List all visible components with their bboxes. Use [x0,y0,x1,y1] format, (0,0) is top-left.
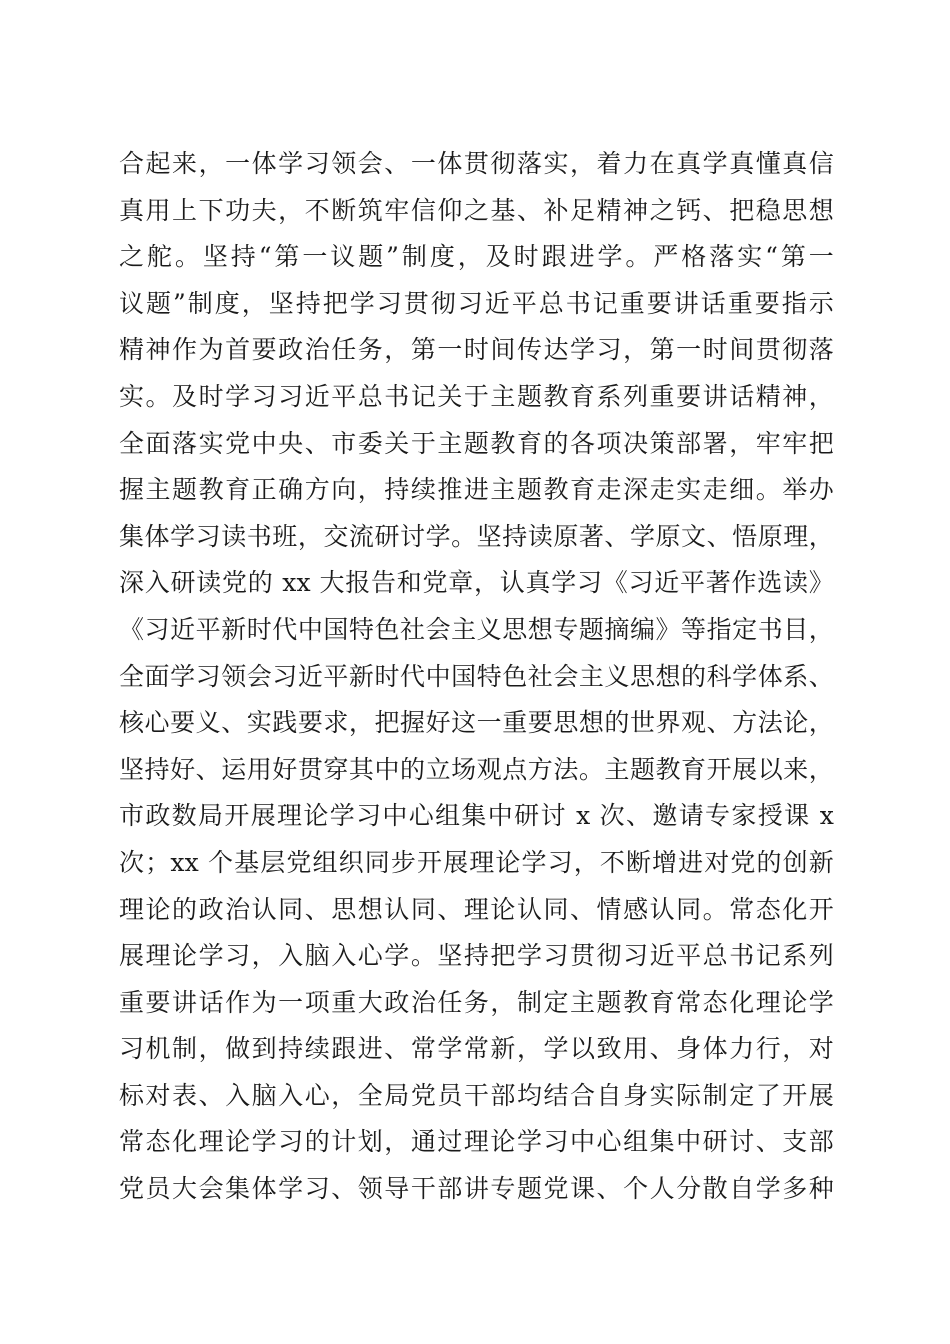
text-line-4: 议题”制度，坚持把学习贯彻习近平总书记重要讲话重要指示 [119,288,834,318]
text-line-23: 党员大会集体学习、领导干部讲专题党课、个人分散自学多种 [119,1174,834,1204]
text-line-10: 深入研读党的 xx 大报告和党章，认真学习《习近平著作选读》 [119,568,834,598]
text-line-15: 市政数局开展理论学习中心组集中研讨 x 次、邀请专家授课 x [119,801,834,831]
text-line-22: 常态化理论学习的计划，通过理论学习中心组集中研讨、支部 [119,1127,834,1157]
text-line-17: 理论的政治认同、思想认同、理论认同、情感认同。常态化开 [119,894,834,924]
text-line-14: 坚持好、运用好贯穿其中的立场观点方法。主题教育开展以来， [119,754,834,784]
text-line-11: 《习近平新时代中国特色社会主义思想专题摘编》等指定书目， [119,614,834,644]
text-line-1: 合起来，一体学习领会、一体贯彻落实，着力在真学真懂真信 [119,149,834,178]
text-line-18: 展理论学习，入脑入心学。坚持把学习贯彻习近平总书记系列 [119,941,834,971]
text-line-6: 实。及时学习习近平总书记关于主题教育系列重要讲话精神， [119,381,834,411]
text-line-19: 重要讲话作为一项重大政治任务，制定主题教育常态化理论学 [119,987,834,1017]
text-line-9: 集体学习读书班，交流研讨学。坚持读原著、学原文、悟原理， [119,521,834,551]
text-line-8: 握主题教育正确方向，持续推进主题教育走深走实走细。举办 [119,475,834,505]
text-line-20: 习机制，做到持续跟进、常学常新，学以致用、身体力行，对 [119,1034,834,1064]
text-line-7: 全面落实党中央、市委关于主题教育的各项决策部署，牢牢把 [119,428,834,458]
text-line-2: 真用上下功夫，不断筑牢信仰之基、补足精神之钙、把稳思想 [119,195,834,225]
text-line-12: 全面学习领会习近平新时代中国特色社会主义思想的科学体系、 [119,661,834,691]
text-line-3: 之舵。坚持“第一议题”制度，及时跟进学。严格落实“第一 [119,242,834,272]
text-line-5: 精神作为首要政治任务，第一时间传达学习，第一时间贯彻落 [119,335,834,365]
text-line-21: 标对表、入脑入心，全局党员干部均结合自身实际制定了开展 [119,1080,834,1110]
text-line-16: 次；xx 个基层党组织同步开展理论学习，不断增进对党的创新 [119,847,834,877]
body-paragraph [119,141,834,1213]
text-line-13: 核心要义、实践要求，把握好这一重要思想的世界观、方法论， [119,708,834,738]
